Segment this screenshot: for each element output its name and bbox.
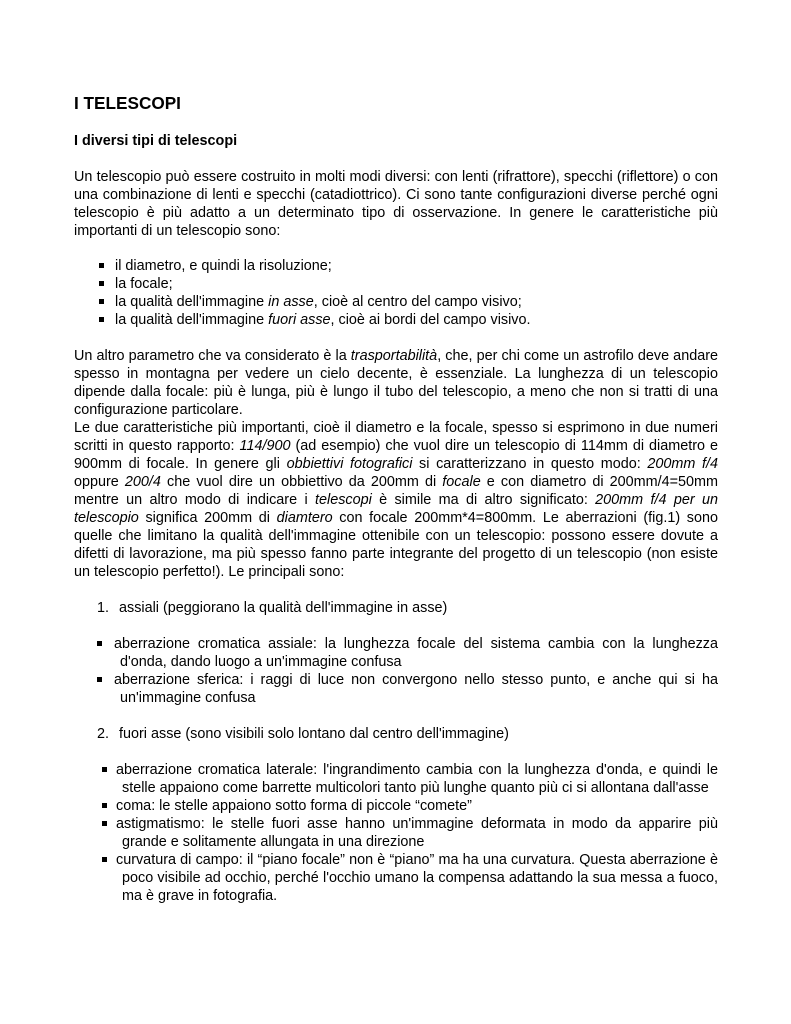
text-run: Un altro parametro che va considerato è la: [74, 348, 351, 364]
item-label: fuori asse (sono visibili solo lontano dal centro dell'immagine): [119, 726, 509, 742]
aberration-item: aberrazione cromatica assiale: la lunghezza focale del sistema cambia con la lunghezza d'onda, dando luogo a un'immagine confusa: [74, 635, 718, 671]
text-run: (ad esempio) che vuol dire un telescopio di 114mm di diametro e 900mm di focale. In genere gli: [74, 438, 718, 472]
characteristics-paragraph: [74, 419, 718, 581]
text-emphasis: 114/900: [239, 438, 291, 454]
text-emphasis: 200mm f/4 per un telescopio: [74, 492, 718, 526]
text-emphasis: telescopi: [315, 492, 372, 508]
feature-text: , cioè ai bordi del campo visivo.: [330, 312, 531, 328]
aberration-item: aberrazione cromatica laterale: l'ingrandimento cambia con la lunghezza d'onda, e quindi le stelle appaiono come barrette multicolori tanto più lunghe quanto più ci si allontana dall'asse: [74, 761, 718, 797]
feature-emphasis: in asse: [268, 294, 314, 310]
item-number: 2.: [97, 726, 110, 742]
text-run: significa 200mm di: [138, 510, 277, 526]
text-emphasis: focale: [442, 474, 481, 490]
axial-aberrations-list: [74, 635, 718, 707]
text-emphasis: diamtero: [276, 510, 333, 526]
text-run: con focale 200mm*4=800mm. Le aberrazioni (fig.1) sono quelle che limitano la qualità dell'immagine ottenibile con un telescopio: possono essere dovute a difetti di lavorazione, ma più spesso fanno parte integrante del progetto di un telescopio (non esiste un telescopio perfetto!). Le principali sono:: [74, 510, 718, 580]
feature-item: [74, 293, 718, 311]
text-emphasis: obbiettivi fotografici: [286, 456, 413, 472]
aberration-item: coma: le stelle appaiono sotto forma di piccole “comete”: [74, 797, 718, 815]
numbered-item-axial: [74, 599, 718, 617]
text-emphasis: 200mm f/4: [647, 456, 719, 472]
feature-item: il diametro, e quindi la risoluzione;: [74, 257, 718, 275]
document-body: [74, 93, 718, 905]
intro-paragraph: Un telescopio può essere costruito in molti modi diversi: con lenti (rifrattore), specchi (riflettore) o con una combinazione di lenti e specchi (catadiottrico). Ci sono tante configurazioni diverse perché ogni telescopio è più adatto a un determinato tipo di osservazione. In genere le caratteristiche più importanti di un telescopio sono:: [74, 169, 718, 239]
aberration-item: aberrazione sferica: i raggi di luce non convergono nello stesso punto, e anche qui si ha un'immagine confusa: [74, 671, 718, 707]
text-run: oppure: [74, 474, 125, 490]
text-run: che vuol dire un obbiettivo da 200mm di: [160, 474, 443, 490]
aberration-item: curvatura di campo: il “piano focale” non è “piano” ma ha una curvatura. Questa aberrazione è poco visibile ad occhio, perché l'occhio umano la compensa adattando la sua messa a fuoco, ma è grave in fotografia.: [74, 851, 718, 905]
page-title: I TELESCOPI: [74, 93, 181, 113]
text-emphasis: 200/4: [124, 474, 161, 490]
feature-item: [74, 311, 718, 329]
text-run: , che, per chi come un astrofilo deve andare spesso in montagna per vedere un cielo decente, è essenziale. La lunghezza di un telescopio dipende dalla focale: più è lunga, più è lungo il tubo del telescopio, a meno che non si tratti di una configurazione particolare.: [74, 348, 718, 418]
off-axis-aberrations-list: [74, 761, 718, 905]
item-label: assiali (peggiorano la qualità dell'immagine in asse): [119, 600, 448, 616]
feature-text: la qualità dell'immagine: [115, 312, 269, 328]
numbered-item-off-axis: [74, 725, 718, 743]
text-run: è simile ma di altro significato:: [371, 492, 596, 508]
portability-paragraph: [74, 347, 718, 419]
feature-text: la qualità dell'immagine: [115, 294, 269, 310]
text-run: e con diametro di 200mm/4=50mm mentre un altro modo di indicare i: [74, 474, 718, 508]
aberration-item: astigmatismo: le stelle fuori asse hanno un'immagine deformata in modo da apparire più grande e solitamente allungata in una direzione: [74, 815, 718, 851]
feature-emphasis: fuori asse: [268, 312, 331, 328]
text-run: si caratterizzano in questo modo:: [412, 456, 648, 472]
text-run: Le due caratteristiche più importanti, cioè il diametro e la focale, spesso si esprimono in due numeri scritti in questo rapporto:: [74, 420, 718, 454]
feature-item: la focale;: [74, 275, 718, 293]
section-subtitle: I diversi tipi di telescopi: [74, 133, 238, 149]
feature-text: , cioè al centro del campo visivo;: [313, 294, 522, 310]
text-emphasis: trasportabilità: [350, 348, 438, 364]
item-number: 1.: [97, 600, 110, 616]
features-list: [74, 257, 718, 329]
